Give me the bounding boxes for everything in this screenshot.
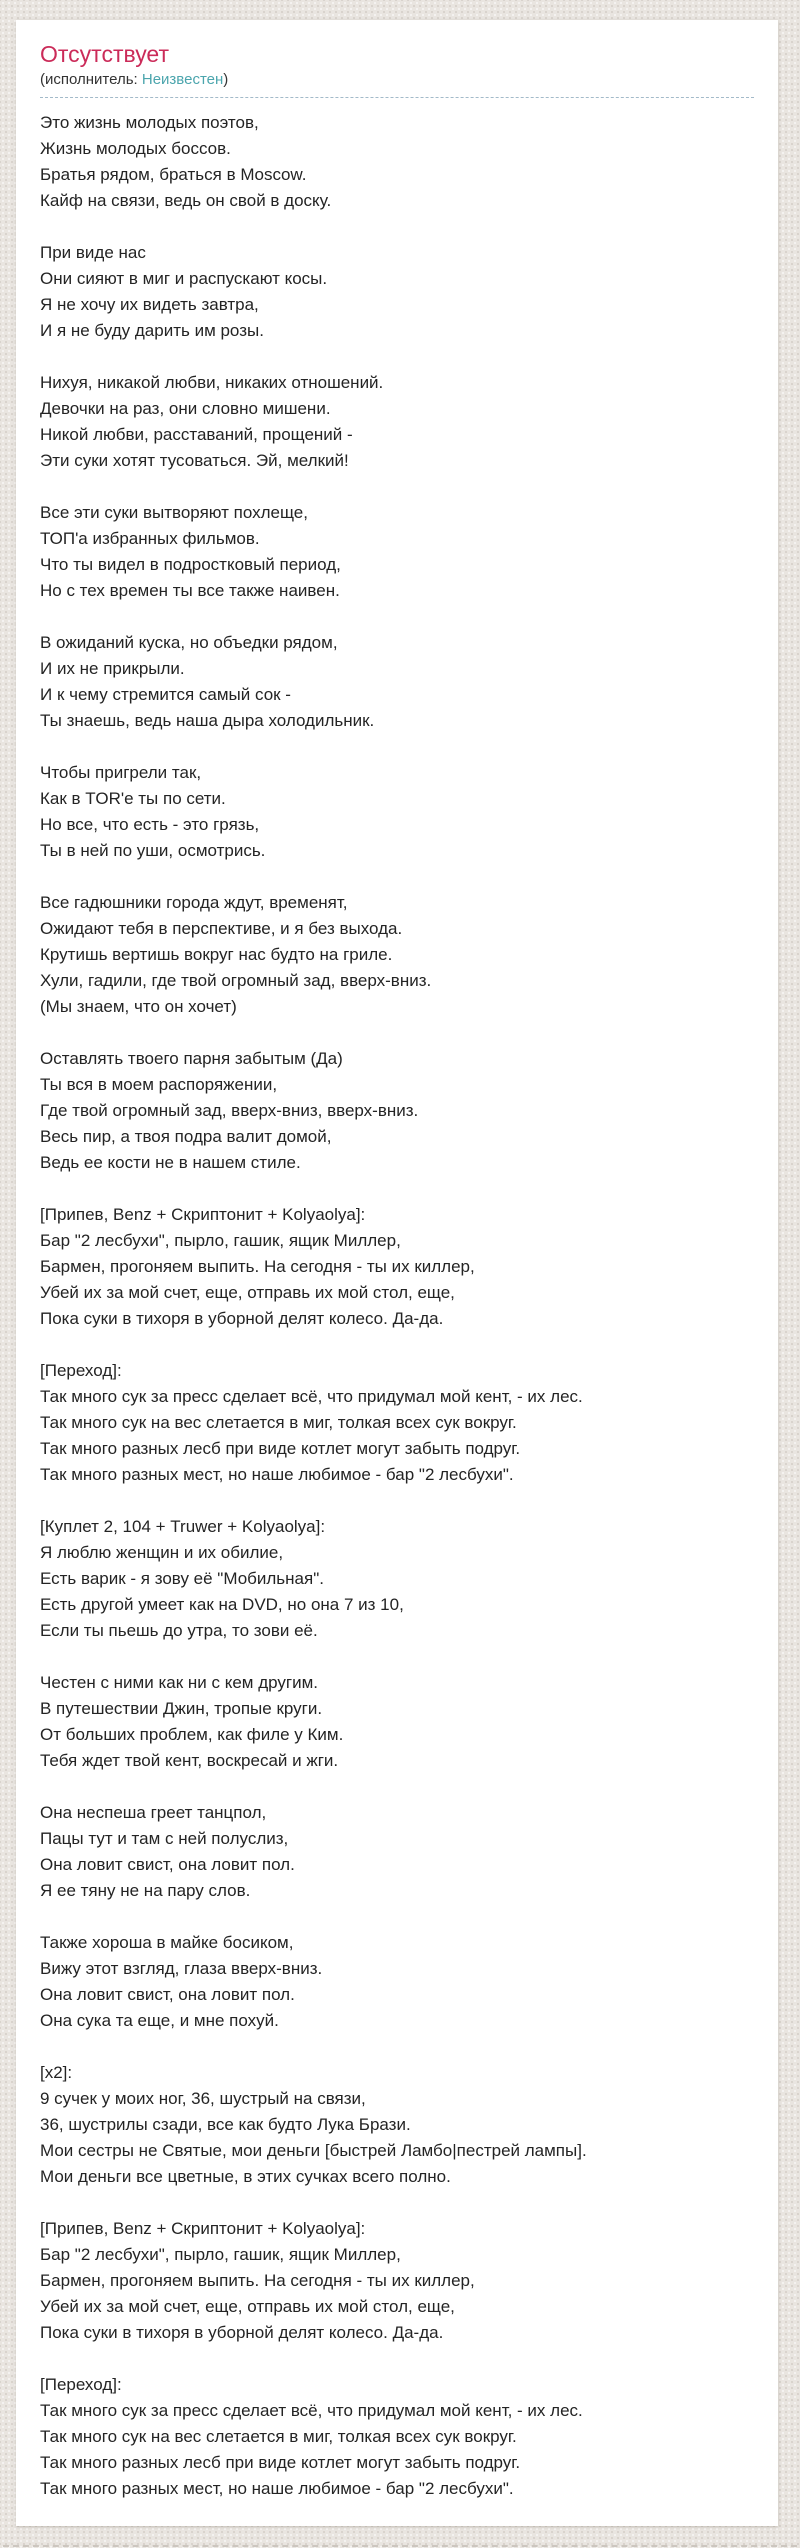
lyrics-line: Я не хочу их видеть завтра,	[40, 295, 259, 314]
lyrics-line: Так много сук за пресс сделает всё, что придумал мой кент, - их лес.	[40, 2401, 583, 2420]
lyrics-block	[40, 1202, 754, 1332]
lyrics-line: Мои сестры не Святые, мои деньги [быстрей Ламбо|пестрей лампы].	[40, 2141, 587, 2160]
lyrics-block	[40, 2216, 754, 2346]
lyrics-line: Мои деньги все цветные, в этих сучках всего полно.	[40, 2167, 451, 2186]
lyrics-line: Так много сук за пресс сделает всё, что придумал мой кент, - их лес.	[40, 1387, 583, 1406]
lyrics-line: Оставлять твоего парня забытым (Да)	[40, 1049, 343, 1068]
lyrics-line: Так много сук на вес слетается в миг, толкая всех сук вокруг.	[40, 2427, 517, 2446]
lyrics-card	[16, 20, 778, 2526]
lyrics-line: Они сияют в миг и распускают косы.	[40, 269, 328, 288]
lyrics-line: [Переход]:	[40, 2375, 122, 2394]
lyrics-block	[40, 630, 754, 734]
lyrics-line: Она ловит свист, она ловит пол.	[40, 1985, 295, 2004]
lyrics-line: И их не прикрыли.	[40, 659, 185, 678]
lyrics-line: Хули, гадили, где твой огромный зад, вверх-вниз.	[40, 971, 432, 990]
lyrics-line: Так много разных лесб при виде котлет могут забыть подруг.	[40, 2453, 521, 2472]
lyrics-line: 36, шустрилы сзади, все как будто Лука Брази.	[40, 2115, 411, 2134]
lyrics-line: Так много сук на вес слетается в миг, толкая всех сук вокруг.	[40, 1413, 517, 1432]
lyrics-line: Бар "2 лесбухи", пырло, гашик, ящик Миллер,	[40, 2245, 401, 2264]
lyrics-line: Ты вся в моем распоряжении,	[40, 1075, 278, 1094]
lyrics-line: Бар "2 лесбухи", пырло, гашик, ящик Миллер,	[40, 1231, 401, 1250]
lyrics-line: Нихуя, никакой любви, никаких отношений.	[40, 373, 384, 392]
lyrics-line: Есть варик - я зову её "Мобильная".	[40, 1569, 324, 1588]
lyrics-block	[40, 2060, 754, 2190]
lyrics-line: Если ты пьешь до утра, то зови её.	[40, 1621, 318, 1640]
lyrics-block	[40, 1930, 754, 2034]
lyrics-line: Что ты видел в подростковый период,	[40, 555, 341, 574]
lyrics-block	[40, 500, 754, 604]
lyrics-line: Как в TOR'е ты по сети.	[40, 789, 226, 808]
lyrics-line: Она неспеша греет танцпол,	[40, 1803, 267, 1822]
lyrics-line: Все эти суки вытворяют похлеще,	[40, 503, 308, 522]
lyrics-line: Пока суки в тихоря в уборной делят колесо. Да-да.	[40, 1309, 444, 1328]
lyrics-line: [Припев, Benz + Скриптонит + Kolyaolya]:	[40, 2219, 366, 2238]
lyrics-block	[40, 890, 754, 1020]
lyrics-line: Тебя ждет твой кент, воскресай и жги.	[40, 1751, 339, 1770]
lyrics-line: Жизнь молодых боссов.	[40, 139, 231, 158]
lyrics-line: Так много разных мест, но наше любимое - бар "2 лесбухи".	[40, 2479, 514, 2498]
lyrics-line: Бармен, прогоняем выпить. На сегодня - ты их киллер,	[40, 1257, 475, 1276]
lyrics-line: Пацы тут и там с ней полуслиз,	[40, 1829, 289, 1848]
song-header	[40, 20, 754, 98]
lyrics-line: Девочки на раз, они словно мишени.	[40, 399, 331, 418]
lyrics-line: Бармен, прогоняем выпить. На сегодня - ты их киллер,	[40, 2271, 475, 2290]
lyrics-line: Эти суки хотят тусоваться. Эй, мелкий!	[40, 451, 349, 470]
lyrics-line: Где твой огромный зад, вверх-вниз, вверх-вниз.	[40, 1101, 419, 1120]
lyrics-block	[40, 110, 754, 214]
lyrics-line: Ожидают тебя в перспективе, и я без выхода.	[40, 919, 403, 938]
lyrics-line: Убей их за мой счет, еще, отправь их мой стол, еще,	[40, 2297, 455, 2316]
lyrics-line: И я не буду дарить им розы.	[40, 321, 264, 340]
lyrics-line: Честен с ними как ни с кем другим.	[40, 1673, 319, 1692]
lyrics-line: Никой любви, расставаний, прощений -	[40, 425, 353, 444]
lyrics-block	[40, 1670, 754, 1774]
lyrics-line: Так много разных лесб при виде котлет могут забыть подруг.	[40, 1439, 521, 1458]
lyrics-line: Она сука та еще, и мне похуй.	[40, 2011, 279, 2030]
lyrics-line: Все гадюшники города ждут, временят,	[40, 893, 348, 912]
lyrics-line: Чтобы пригрели так,	[40, 763, 202, 782]
lyrics-block	[40, 1358, 754, 1488]
artist-link[interactable]: Неизвестен	[141, 71, 224, 88]
lyrics-line: [Переход]:	[40, 1361, 122, 1380]
lyrics-line: Пока суки в тихоря в уборной делят колесо. Да-да.	[40, 2323, 444, 2342]
lyrics-line: (Мы знаем, что он хочет)	[40, 997, 237, 1016]
lyrics-line: Весь пир, а твоя подра валит домой,	[40, 1127, 332, 1146]
lyrics-block	[40, 240, 754, 344]
artist-label-suffix: )	[223, 71, 229, 88]
lyrics-text	[16, 98, 778, 2526]
lyrics-block	[40, 760, 754, 864]
lyrics-line: При виде нас	[40, 243, 146, 262]
lyrics-line: Кайф на связи, ведь он свой в доску.	[40, 191, 332, 210]
lyrics-block	[40, 2372, 754, 2502]
lyrics-line: Я люблю женщин и их обилие,	[40, 1543, 284, 1562]
lyrics-line: Также хороша в майке босиком,	[40, 1933, 294, 1952]
artist-label-prefix: (исполнитель:	[40, 71, 142, 88]
lyrics-line: Ты знаешь, ведь наша дыра холодильник.	[40, 711, 375, 730]
lyrics-line: Крутишь вертишь вокруг нас будто на гриле.	[40, 945, 393, 964]
lyrics-line: Она ловит свист, она ловит пол.	[40, 1855, 295, 1874]
lyrics-block	[40, 1514, 754, 1644]
lyrics-line: И к чему стремится самый сок -	[40, 685, 291, 704]
lyrics-block	[40, 1800, 754, 1904]
lyrics-block	[40, 370, 754, 474]
lyrics-line: Ведь ее кости не в нашем стиле.	[40, 1153, 301, 1172]
song-title: Отсутствует	[40, 41, 169, 67]
lyrics-line: Ты в ней по уши, осмотрись.	[40, 841, 266, 860]
lyrics-line: Но все, что есть - это грязь,	[40, 815, 260, 834]
lyrics-line: От больших проблем, как филе у Ким.	[40, 1725, 344, 1744]
lyrics-line: В ожиданий куска, но объедки рядом,	[40, 633, 338, 652]
lyrics-line: В путешествии Джин, тропые круги.	[40, 1699, 323, 1718]
lyrics-line: Это жизнь молодых поэтов,	[40, 113, 259, 132]
lyrics-line: [x2]:	[40, 2063, 73, 2082]
lyrics-line: Убей их за мой счет, еще, отправь их мой стол, еще,	[40, 1283, 455, 1302]
lyrics-line: Есть другой умеет как на DVD, но она 7 из 10,	[40, 1595, 404, 1614]
artist-line	[40, 70, 754, 89]
lyrics-line: [Куплет 2, 104 + Truwer + Kolyaolya]:	[40, 1517, 326, 1536]
lyrics-line: Братья рядом, браться в Moscow.	[40, 165, 307, 184]
lyrics-line: Я ее тяну не на пару слов.	[40, 1881, 251, 1900]
lyrics-line: ТОП'а избранных фильмов.	[40, 529, 260, 548]
lyrics-line: Но с тех времен ты все также наивен.	[40, 581, 340, 600]
lyrics-line: Так много разных мест, но наше любимое - бар "2 лесбухи".	[40, 1465, 514, 1484]
lyrics-line: 9 сучек у моих ног, 36, шустрый на связи,	[40, 2089, 366, 2108]
lyrics-line: [Припев, Benz + Скриптонит + Kolyaolya]:	[40, 1205, 366, 1224]
lyrics-line: Вижу этот взгляд, глаза вверх-вниз.	[40, 1959, 323, 1978]
lyrics-block	[40, 1046, 754, 1176]
bottom-divider	[3, 2545, 797, 2547]
